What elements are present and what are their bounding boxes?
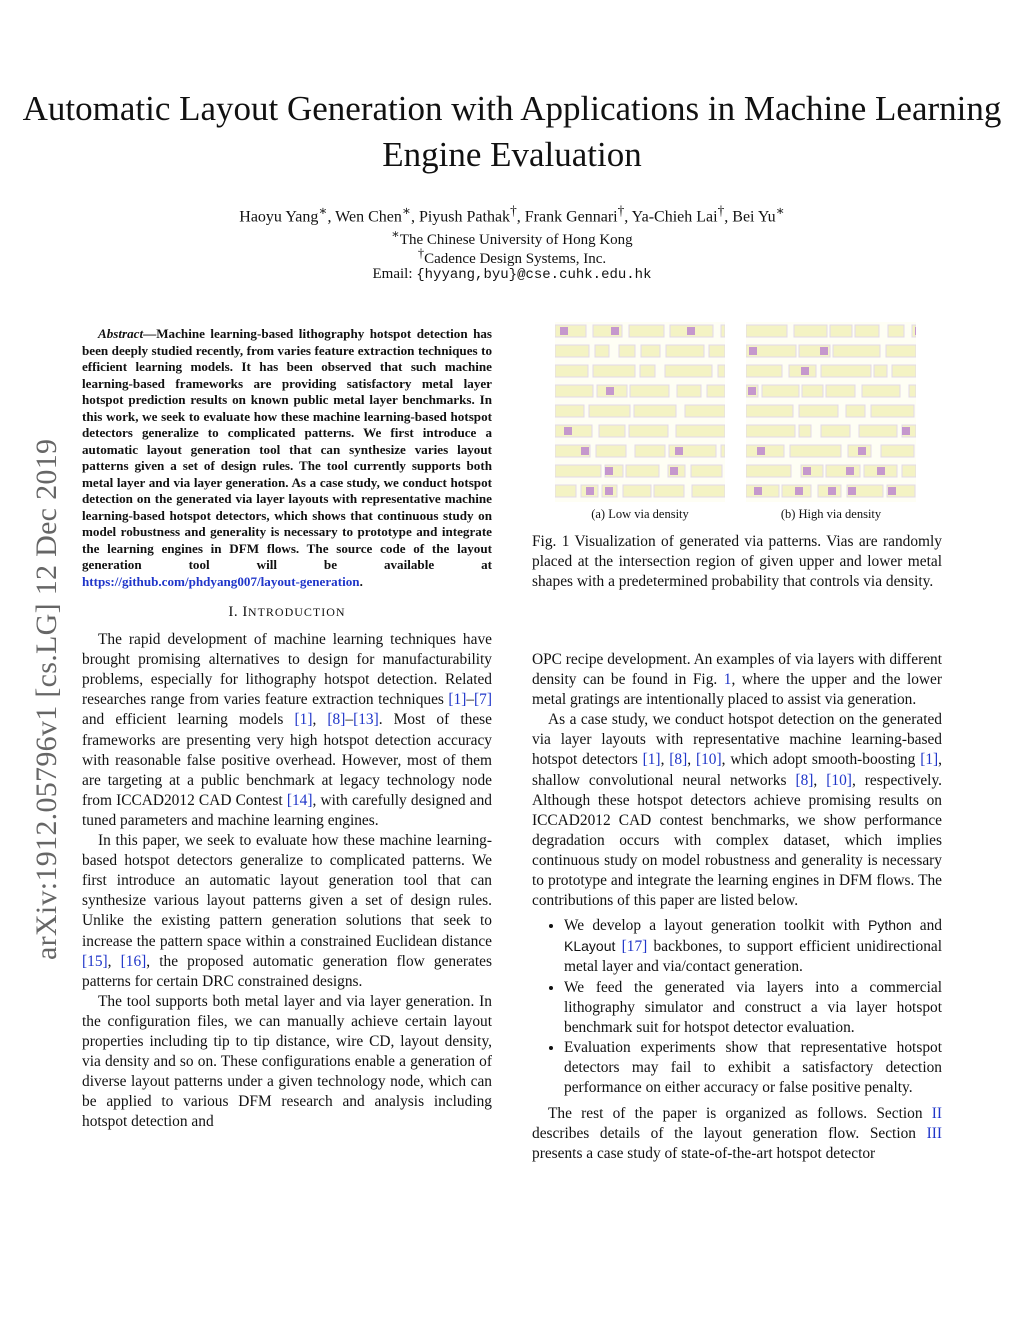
email-line: [0, 266, 1024, 283]
citation-link[interactable]: [1]: [920, 751, 939, 769]
metal-shape: [871, 405, 914, 417]
metal-shape: [623, 485, 651, 497]
contribution-list: [532, 915, 942, 1098]
author-mark: ∗: [401, 203, 411, 218]
arxiv-side-label: arXiv:1912.05796v1 [cs.LG] 12 Dec 2019: [30, 438, 63, 960]
intro-paragraph-3: The tool supports both metal layer and via layer generation. In the configuration files, we can manually achieve certain layout properties including tip to tip distance, wire CD, layout density, via density and so on. These configurations enable a generation of diverse layout patterns under a given technology node, which can be applied to various DFM research and analysis including hotspot detection and: [82, 992, 492, 1131]
metal-shape: [676, 425, 725, 437]
figure-panel-high-density: [746, 322, 916, 502]
metal-shape: [721, 325, 725, 337]
metal-shape: [555, 385, 593, 397]
affiliation-name: Cadence Design Systems, Inc.: [424, 251, 607, 267]
citation-link[interactable]: [13]: [353, 711, 379, 729]
text: As a case study, we conduct hotspot detection on the generated via layer layouts with representative machine learning-based hotspot detectors: [532, 711, 942, 769]
metal-shape: [640, 365, 655, 377]
subcaption-b: (b) High via density: [780, 507, 882, 521]
via-shape: [605, 487, 613, 495]
citation-link[interactable]: [17]: [621, 938, 648, 956]
via-shape: [828, 487, 836, 495]
text: and: [911, 917, 942, 935]
section-ref-link[interactable]: II: [931, 1105, 942, 1123]
via-shape: [606, 387, 614, 395]
citation-link[interactable]: [8]: [669, 751, 688, 769]
metal-shape: [555, 345, 589, 357]
python-name: Python: [867, 917, 912, 934]
section-number: I.: [228, 604, 239, 620]
metal-shape: [826, 385, 855, 397]
citation-link[interactable]: [1]: [294, 711, 313, 729]
via-shape: [846, 467, 854, 475]
abstract-lead: Abstract: [98, 326, 144, 341]
text: The rapid development of machine learning techniques have brought promising alternatives to design for manufacturability problems, especially for lithography hotspot detection. Related researches range from varies feature extraction techniques: [82, 631, 492, 709]
metal-shape: [677, 385, 701, 397]
via-shape: [564, 427, 572, 435]
text: describes details of the layout generation flow. Section: [532, 1125, 927, 1143]
text: ,: [813, 771, 827, 789]
text: backbones, to support efficient unidirectional metal layer and via/contact generation.: [564, 938, 942, 976]
metal-shape: [692, 485, 725, 497]
via-shape: [803, 467, 811, 475]
citation-link[interactable]: [1]: [448, 691, 467, 709]
text: OPC recipe development. An examples of via layers with different density can be found in Fig.: [532, 651, 943, 689]
metal-shape: [886, 345, 916, 357]
right-paragraph-3: [532, 1104, 942, 1164]
via-shape: [754, 487, 762, 495]
metal-shape: [707, 385, 725, 397]
text: –: [345, 711, 354, 729]
via-shape: [687, 327, 695, 335]
metal-shape: [762, 385, 799, 397]
text: ,: [660, 751, 670, 769]
intro-paragraph-1: [82, 630, 492, 831]
metal-shape: [555, 465, 601, 477]
metal-shape: [833, 345, 880, 357]
section-ref-link[interactable]: III: [926, 1125, 942, 1143]
author-name: Ya-Chieh Lai: [631, 208, 718, 226]
affiliation-mark: ∗: [391, 227, 400, 241]
abstract-end: .: [359, 573, 363, 589]
citation-link[interactable]: [8]: [327, 711, 346, 729]
metal-shape: [626, 465, 659, 477]
contribution-item: • Evaluation experiments show that representative hotspot detectors may fail to exhibit a satisfactory detection performance on either accuracy or false positive penalty.: [564, 1038, 942, 1098]
metal-shape: [794, 325, 827, 337]
metal-shape: [599, 425, 625, 437]
via-shape: [675, 447, 683, 455]
metal-shape: [630, 385, 669, 397]
metal-shape: [746, 365, 782, 377]
text: , with carefully designed and tuned parameters and machine learning engines.: [82, 791, 492, 829]
abstract-text: —Machine learning-based lithography hotspot detection has been deeply studied recently, from varies feature extraction techniques to efficient learning models. It has been observed that such machine learning-based frameworks are providing satisfactory metal layer hotspot prediction results on known public metal layer benchmarks. In this work, we seek to evaluate how these machine learning-based hotspot detectors generalize to complicated patterns. We first introduce a automatic layout generation tool that can synthesize varies layout patterns given a set of design rules. The tool currently supports both metal layer and via layer generation. As a case study, we conduct hotspot detection on the generated via layer layouts with representative machine learning-based hotspot detectors, which shows that continuous study on model robustness and generality is necessary to prototype and integrate the learning engines in DFM flows. The source code of the layout generation tool will be available at: [82, 326, 492, 572]
via-shape: [877, 467, 885, 475]
affiliation-mark: †: [417, 246, 425, 260]
via-shape: [757, 447, 765, 455]
metal-shape: [596, 445, 626, 457]
text: and efficient learning models: [82, 711, 295, 729]
via-shape: [560, 327, 568, 335]
right-paragraph-1: [532, 650, 942, 710]
citation-link[interactable]: [7]: [474, 691, 492, 709]
text: presents a case study of state-of-the-art hotspot detector: [532, 1145, 876, 1163]
source-code-link[interactable]: https://github.com/phdyang007/layout-generation: [82, 573, 360, 589]
metal-shape: [855, 325, 879, 337]
author-name: Bei Yu: [732, 208, 776, 226]
text: , which adopt smooth-boosting: [721, 751, 921, 769]
via-shape: [888, 487, 896, 495]
citation-link[interactable]: [10]: [826, 771, 852, 789]
metal-shape: [718, 365, 725, 377]
right-paragraph-2: [532, 710, 942, 911]
citation-link[interactable]: [14]: [286, 791, 313, 809]
via-shape: [858, 447, 866, 455]
metal-shape: [634, 405, 676, 417]
metal-shape: [555, 365, 588, 377]
text: –: [466, 691, 475, 709]
metal-shape: [859, 425, 897, 437]
metal-shape: [721, 445, 725, 457]
via-shape: [801, 367, 809, 375]
right-column: [532, 650, 942, 1164]
metal-shape: [641, 345, 660, 357]
text: , the proposed automatic generation flow generates patterns for certain DRC constrained designs.: [82, 952, 492, 990]
metal-shape: [874, 365, 887, 377]
via-shape: [795, 487, 803, 495]
author-mark: †: [617, 203, 625, 218]
email-label: Email:: [372, 266, 413, 282]
metal-shape: [888, 325, 904, 337]
author-name: Frank Gennari: [524, 208, 618, 226]
via-shape: [581, 447, 589, 455]
metal-shape: [629, 425, 668, 437]
via-shape: [586, 487, 594, 495]
metal-shape: [846, 405, 865, 417]
contribution-item: • We feed the generated via layers into a commercial lithography simulator and construct a via layer hotspot benchmark suit for hotspot detector evaluation.: [564, 978, 942, 1038]
metal-shape: [555, 405, 584, 417]
citation-link[interactable]: [16]: [120, 952, 147, 970]
metal-shape: [799, 425, 811, 437]
metal-shape: [654, 485, 684, 497]
subcaption-a: (a) Low via density: [591, 507, 689, 521]
author-mark: ∗: [775, 203, 785, 218]
paper-title: Automatic Layout Generation with Applications in Machine Learning Engine Evaluation: [22, 89, 1002, 174]
metal-shape: [746, 465, 791, 477]
via-shape: [611, 327, 619, 335]
metal-shape: [635, 445, 665, 457]
via-shape: [605, 467, 613, 475]
metal-shape: [593, 365, 635, 377]
via-shape: [848, 487, 856, 495]
metal-shape: [746, 325, 787, 337]
text: ,: [687, 751, 696, 769]
text: We develop a layout generation toolkit with: [564, 917, 868, 935]
author-mark: †: [510, 203, 517, 218]
text: , where the upper and the lower metal gratings are intentionally placed to assist via generation.: [532, 671, 942, 709]
abstract: [82, 326, 492, 590]
author-name: Piyush Pathak: [418, 208, 511, 226]
author-mark: ∗: [318, 203, 328, 218]
email-address[interactable]: {hyyang,byu}@cse.cuhk.edu.hk: [416, 267, 652, 283]
metal-shape: [881, 445, 914, 457]
metal-shape: [909, 385, 916, 397]
metal-shape: [821, 425, 850, 437]
metal-shape: [862, 385, 900, 397]
metal-shape: [802, 385, 823, 397]
author-list: Haoyu Yang∗, Wen Chen∗, Piyush Pathak†, Frank Gennari†, Ya-Chieh Lai†, Bei Yu∗: [239, 203, 785, 226]
metal-shape: [902, 465, 916, 477]
affiliation-name: The Chinese University of Hong Kong: [399, 232, 633, 248]
section-title-first: I: [242, 604, 248, 620]
metal-shape: [830, 325, 852, 337]
section-heading-introduction: [82, 602, 492, 622]
via-shape: [915, 327, 916, 335]
left-column: [82, 326, 492, 1132]
metal-shape: [799, 405, 838, 417]
section-title-rest: NTRODUCTION: [247, 605, 346, 619]
citation-link[interactable]: [10]: [695, 751, 722, 769]
author-name: Haoyu Yang: [239, 208, 319, 226]
figure-caption: Fig. 1 Visualization of generated via patterns. Vias are randomly placed at the intersection region of given upper and lower metal shapes with a predetermined probability that controls via density.: [532, 533, 942, 591]
metal-shape: [746, 425, 795, 437]
via-shape: [748, 387, 756, 395]
metal-shape: [709, 345, 725, 357]
metal-shape: [746, 405, 793, 417]
metal-shape: [892, 365, 916, 377]
metal-shape: [555, 425, 592, 437]
via-shape: [749, 347, 757, 355]
klayout-name: KLayout: [564, 938, 616, 955]
metal-shape: [685, 405, 725, 417]
citation-link[interactable]: [15]: [82, 952, 108, 970]
metal-shape: [665, 365, 712, 377]
metal-shape: [629, 325, 664, 337]
figure-ref-link[interactable]: 1: [723, 671, 732, 689]
metal-shape: [746, 485, 779, 497]
metal-shape: [821, 365, 871, 377]
text: . Most of these frameworks are presenting very high hotspot detection accuracy with reasonable false positive overhead. However, most of them are targeting at a public benchmark at legacy technology node from ICCAD2012 CAD Contest: [82, 711, 492, 809]
figure-1: [550, 322, 930, 522]
metal-shape: [555, 325, 586, 337]
text: ,: [312, 711, 328, 729]
citation-link[interactable]: [8]: [795, 771, 814, 789]
text: , shallow convolutional neural networks: [532, 751, 942, 789]
text: , respectively. Although these hotspot detectors achieve promising results on ICCAD2012 CAD contest benchmarks, we show performance degradation occurs with complex dataset, which implies continuous study on model robustness and generality is necessary to prototype and integrate the learning engines in DFM flows. The contributions of this paper are listed below.: [532, 771, 943, 910]
metal-shape: [826, 465, 860, 477]
via-shape: [820, 347, 828, 355]
intro-paragraph-2: [82, 831, 492, 992]
via-shape: [902, 427, 910, 435]
metal-shape: [666, 345, 704, 357]
metal-shape: [589, 405, 630, 417]
text: ,: [107, 952, 121, 970]
via-shape: [670, 467, 678, 475]
contribution-item: [564, 915, 942, 977]
metal-shape: [555, 485, 576, 497]
metal-shape: [595, 345, 609, 357]
text: In this paper, we seek to evaluate how these machine learning-based hotspot detectors generalize to complicated patterns. We first introduce an automatic layout generation tool that can synthesize various layout patterns given a set of design rules. Unlike the existing pattern generation solutions that seek to increase the pattern space within a constrained Euclidean distance: [82, 832, 492, 950]
metal-shape: [790, 445, 841, 457]
text: The rest of the paper is organized as follows. Section: [548, 1105, 932, 1123]
citation-link[interactable]: [1]: [642, 751, 661, 769]
author-mark: †: [717, 203, 725, 218]
metal-shape: [619, 345, 635, 357]
figure-panel-low-density: [555, 322, 725, 502]
affiliation-cadence: [0, 246, 1024, 268]
author-name: Wen Chen: [335, 208, 402, 226]
metal-shape: [691, 465, 722, 477]
